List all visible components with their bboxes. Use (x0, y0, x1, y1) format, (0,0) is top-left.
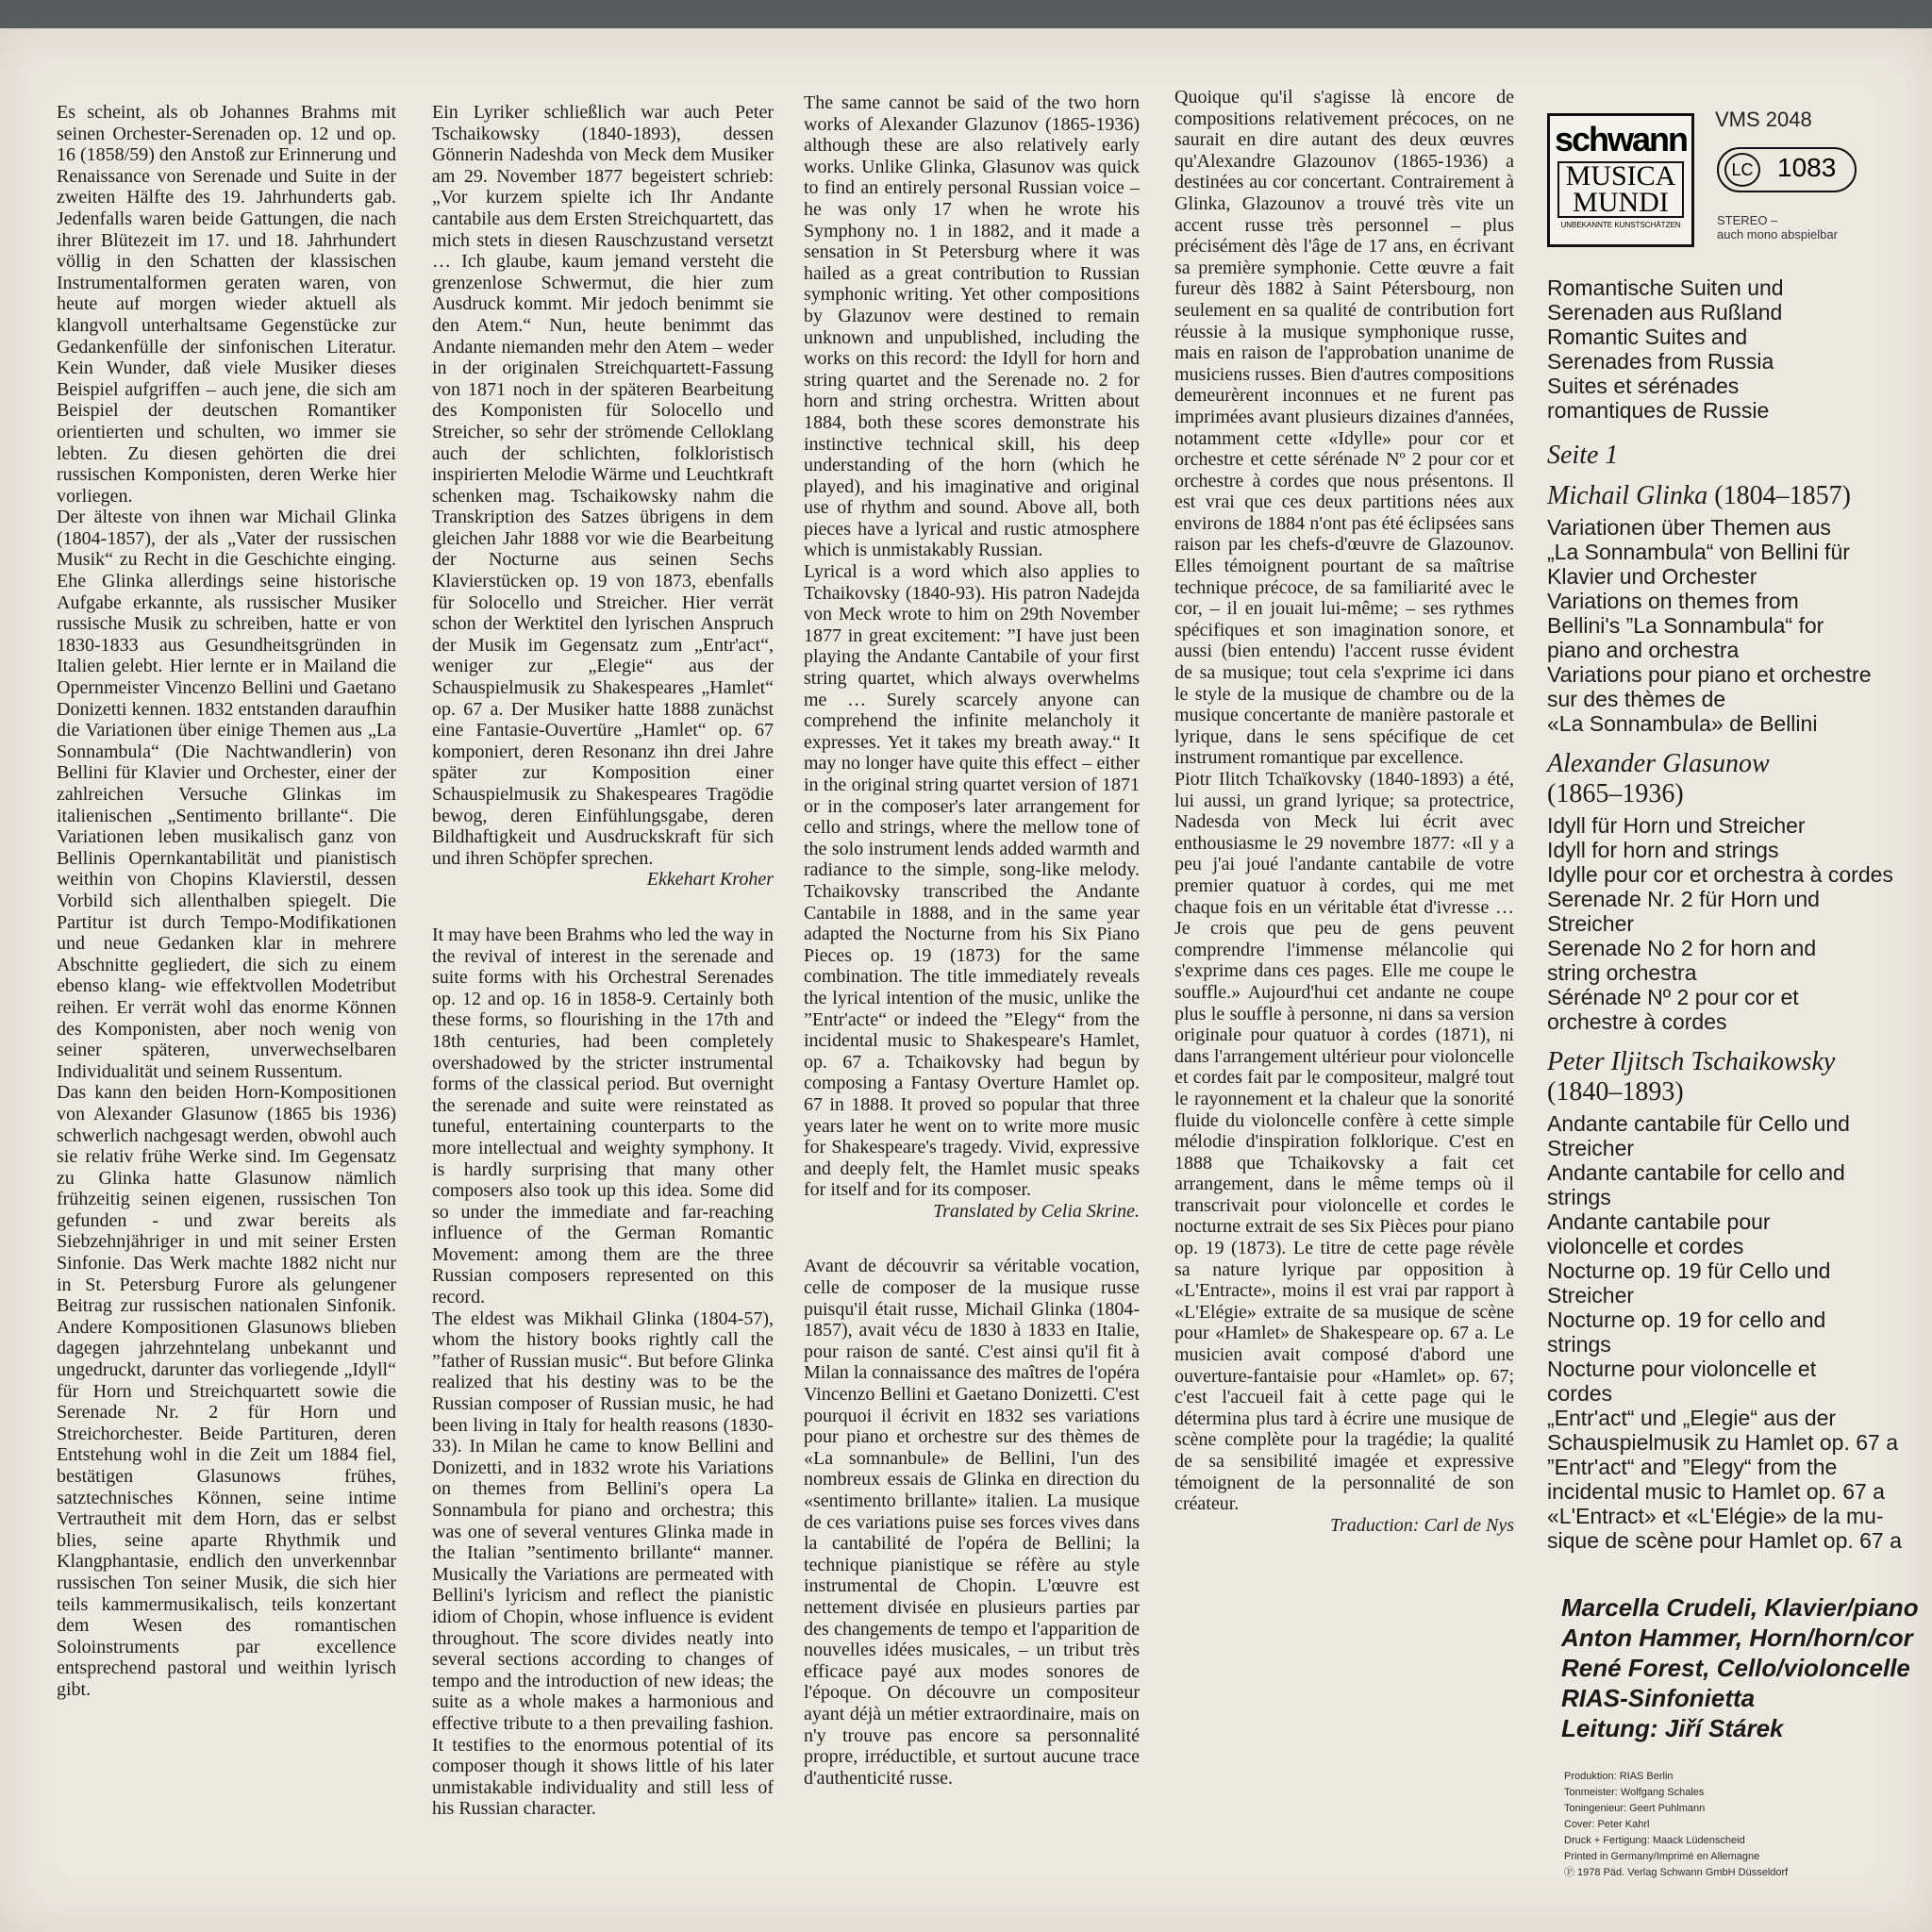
work-title-line: incidental music to Hamlet op. 67 a (1547, 1479, 1885, 1504)
work-title-line: Andante cantabile pour (1547, 1209, 1771, 1234)
work-title-line: „Entr'act“ und „Elegie“ aus der (1547, 1406, 1837, 1430)
performer-line: Leitung: Jiří Stárek (1561, 1714, 1784, 1742)
credit-line: Cover: Peter Kahrl (1564, 1819, 1650, 1830)
credit-line: Toningenieur: Geert Puhlmann (1564, 1803, 1706, 1814)
album-title-line: Romantic Suites and (1547, 325, 1748, 349)
work-title-line: Andante cantabile for cello and (1547, 1160, 1845, 1185)
label-code-number: 1083 (1777, 153, 1837, 182)
work-title-line: Variations pour piano et orchestre (1547, 662, 1872, 687)
notes-column-english-french (804, 92, 1140, 1789)
album-title-line: Serenaden aus Rußland (1547, 300, 1783, 325)
work-title-line: Idylle pour cor et orchestra à cordes (1547, 862, 1893, 887)
performer-line: René Forest, Cello/violoncelle (1561, 1654, 1910, 1682)
composer-name: Peter Iljitsch Tschaikowsky (1547, 1047, 1836, 1076)
lc-circle: LC (1724, 153, 1760, 187)
album-title-line: Romantische Suiten und (1547, 275, 1784, 300)
work-title-line: sur des thèmes de (1547, 687, 1726, 711)
work-title-line: „La Sonnambula“ von Bellini für (1547, 540, 1850, 564)
logo-brand: schwann (1554, 120, 1688, 158)
performers (1561, 1592, 1920, 1743)
production-credits (1564, 1769, 1885, 1881)
work-title-line: Idyll for horn and strings (1547, 838, 1779, 862)
work-title-line: Nocturne pour violoncelle et (1547, 1357, 1817, 1381)
composer-name: Michail Glinka (1547, 481, 1708, 510)
album-title-line: Serenades from Russia (1547, 349, 1774, 374)
works-glasunow (1547, 813, 1906, 1034)
stereo-line: auch mono abspielbar (1717, 227, 1838, 242)
paragraph: Quoique qu'il s'agisse là encore de compositions relativement précoces, on ne saurait en dire autant des deux œuvres qu'Alexandre Glazounov (1865-1936) a destinées au cor concertant. Contrairement à Glinka, Glazounov a trouvé très vite un accent russe très personnel – plus précisément dès l'âge de 17 ans, en écrivant sa première symphonie. Cette œuvre a fait fureur dès 1882 à Saint Pétersbourg, non seulement en sa qualité de contribution fort réussie à la musique symphonique russe, mais en raison de l'approbation unanime de musiciens russes. Bien d'autres compositions demeurèrent inconnues et ne furent pas imprimées avant plusieurs dizaines d'années, notamment cette «Idylle» pour cor et orchestre et cette sérénade Nº 2 pour cor et orchestre à cordes que nous présentons. Il est vrai que ces deux partitions nées aux environs de 1884 n'ont pas été éclipsées sans raison par les chefs-d'œuvre de Glazounov. Elles témoignent pourtant de sa maîtrise technique précoce, de sa familiarité avec le cor, – il en jouait lui-même; – ses rythmes spécifiques et son imagination sonore, et aussi (bien entendu) l'accent russe évident de sa musique; tout cela s'exprime ici dans le style de la musique de chambre ou de la musique concertante de manière pastorale et lyrique, dans le sens spécifique de cet instrument romantique par excellence. (1174, 87, 1514, 769)
logo-motto: UNBEKANNTE KUNSTSCHÄTZEN (1560, 221, 1681, 229)
work-title-line: Serenade No 2 for horn and (1547, 936, 1817, 960)
logo-series-line: MUSICA (1565, 160, 1676, 192)
composer-name: Alexander Glasunow (1547, 749, 1770, 778)
stereo-line: STEREO – (1717, 213, 1778, 227)
work-title-line: sique de scène pour Hamlet op. 67 a (1547, 1528, 1902, 1553)
paragraph: Piotr Ilitch Tchaïkovsky (1840-1893) a été, lui aussi, un grand lyrique; sa protectrice, Nadesda von Meck lui écrit avec enthousiasme le 29 novembre 1877: «Il y a peu j'ai joué l'andante cantabile de votre premier quatuor à cordes, qui me met chaque fois en un véritable état d'ivresse … Je crois que peu de gens peuvent comprendre l'immense mélancolie qui s'exprime dans ces pages. Elle me coupe le souffle.» Aujourd'hui cet andante ne coupe plus le souffle à personne, ni dans sa version originale pour quatuor à cordes (1871), ni dans l'arrangement ultérieur pour violoncelle et cordes fait par le compositeur, malgré tout le rayonnement et la chaleur que la sonorité fluide du violoncelle confère à cette simple mélodie d'inspiration folklorique. C'est en 1888 que Tchaikovsky a fait cet arrangement, dans le même temps où il transcrivait pour violoncelle et cordes le nocturne extrait de ses Six Pièces pour piano op. 19 (1873). Le titre de cette page révèle sa nature lyrique par opposition à «L'Entracte», moins il est vrai par rapport à «L'Elégie» extraite de sa musique de scène pour «Hamlet» de Shakespeare op. 67 a. Le musicien avait composé d'abord une ouverture-fantaisie pour «Hamlet» op. 67; c'est l'accueil fait à cette page qui le détermina plus tard à écrire une musique de scène complète pour la tragédie; la qualité de sa sensibilité imagée et expressive témoignent de la personnalité de son créateur. (1174, 769, 1514, 1515)
album-title (1547, 275, 1906, 423)
logo-series-line: MUNDI (1573, 187, 1669, 218)
author-signature: Ekkehart Kroher (646, 869, 774, 891)
work-title-line: string orchestra (1547, 960, 1697, 985)
paragraph: Es scheint, als ob Johannes Brahms mit seinen Orchester-Serenaden op. 12 und op. 16 (1858/59) den Anstoß zur Erinnerung und Renaissance von Serenade und Suite in der zweiten Hälfte des 19. Jahrhunderts gab. Jedenfalls waren beide Gattungen, die nach ihrer Blütezeit im 17. und 18. Jahrhundert völlig in den Schatten der klassischen Instrumentalformen geraten waren, von heute auf morgen wieder aktuell als klangvoll unterhaltsame Gegenstücke zur Gedankenfülle der sinfonischen Literatur. Kein Wunder, daß viele Musiker dieses Beispiel aufgriffen – auch jene, die sich am Beispiel der deutschen Romantiker orientierten und schulten, wo immer sie lebten. Zu diesen gehörten die drei russischen Komponisten, deren Werke hier vorliegen. (57, 102, 396, 507)
credit-line: Ⓟ 1978 Päd. Verlag Schwann GmbH Düsseldorf (1564, 1867, 1789, 1878)
work-title-line: Idyll für Horn und Streicher (1547, 813, 1806, 838)
paragraph: The same cannot be said of the two horn works of Alexander Glazunov (1865-1936) although these are also relatively early works. Unlike Glinka, Glasunov was quick to find an entirely personal Russian voice – he was only 17 when he wrote his Symphony no. 1 in 1882, and it made a sensation in St Petersburg where it was hailed as a great contribution to Russian symphonic writing. Yet other compositions by Glazunov were destined to remain unknown and unpublished, including the works on this record: the Idyll for horn and string quartet and the Serenade no. 2 for horn and string orchestra. Written about 1884, both these scores demonstrate his instinctive technical skill, his deep understanding of the horn (which he played), and his imaginative and original use of rhythm and sound. Above all, both pieces have a lyrical and rustic atmosphere which is unmistakably Russian. (804, 92, 1140, 561)
works-tschaikowsky (1547, 1111, 1906, 1553)
record-sleeve-back (0, 28, 1932, 1932)
work-title-line: Variationen über Themen aus (1547, 515, 1831, 540)
composer-dates: (1840–1893) (1547, 1077, 1684, 1107)
work-title-line: Streicher (1547, 911, 1635, 936)
work-title-line: violoncelle et cordes (1547, 1234, 1744, 1258)
works-glinka (1547, 515, 1906, 736)
paragraph: Ein Lyriker schließlich war auch Peter Tschaikowsky (1840-1893), dessen Gönnerin Nadeshda von Meck dem Musiker am 29. November 1877 begeistert schrieb: „Vor kurzem spielte ich Ihr Andante cantabile aus dem Ersten Streichquartett, das mich stets in diesen Rauschzustand versetzt … Ich glaube, kaum jemand versteht die grenzenlose Schwermut, die hier zum Ausdruck kommt. Mir jedoch benimmt sie den Atem.“ Nun, heute benimmt das Andante niemanden mehr den Atem – weder in der originalen Streichquartett-Fassung von 1871 noch in der späteren Bearbeitung des Komponisten für Solocello und Streicher, so sehr der strömende Celloklang auch der schlichten, folkloristisch inspirierten Melodie Wärme und Leuchtkraft schenken mag. Tschaikowsky nahm die Transkription des Satzes übrigens in dem gleichen Jahr 1888 vor wie die Bearbeitung der Nocturne aus seinen Sechs Klavierstücken op. 19 von 1873, ebenfalls für Solocello und Streicher. Hier verrät schon der Werktitel den lyrischen Anspruch der Musik im Gegensatz zum „Entr'act“, weniger zur „Elegie“ aus der Schauspielmusik zu Shakespeares „Hamlet“ op. 67 a. Der Musiker hatte 1888 zunächst eine Fantasie-Ouvertüre „Hamlet“ op. 67 komponiert, deren Resonanz ihn drei Jahre später zur Komposition einer Schauspielmusik zu Shakespeares Tragödie bewog, deren Einfühlungsgabe, deren Bildhaftigkeit und Ausdruckskraft für sich und ihren Schöpfer sprechen. (432, 102, 774, 869)
side-label: Seite 1 (1547, 441, 1619, 470)
translator-signature: Translated by Celia Skrine. (933, 1200, 1140, 1222)
label-code-badge (1717, 147, 1857, 192)
work-title-line: Streicher (1547, 1283, 1635, 1307)
notes-column-german-english (432, 102, 774, 1820)
work-title-line: Variations on themes from (1547, 589, 1799, 613)
notes-column-french (1174, 87, 1514, 1536)
work-title-line: «La Sonnambula» de Bellini (1547, 711, 1818, 736)
logo-series (1557, 161, 1684, 218)
work-title-line: orchestre à cordes (1547, 1009, 1727, 1034)
credit-line: Produktion: RIAS Berlin (1564, 1771, 1674, 1782)
work-title-line: piano and orchestra (1547, 638, 1740, 662)
work-title-line: Streicher (1547, 1136, 1635, 1160)
work-title-line: strings (1547, 1332, 1611, 1357)
composer-dates: (1865–1936) (1547, 779, 1684, 808)
performer-line: Anton Hammer, Horn/horn/cor (1561, 1624, 1913, 1652)
album-title-line: romantiques de Russie (1547, 398, 1770, 423)
paragraph: The eldest was Mikhail Glinka (1804-57), whom the history books rightly call the ”father of Russian music“. But before Glinka realized that his destiny was to be the Russian composer of Russian music, he had been living in Italy for health reasons (1830-33). In Milan he came to know Bellini and Donizetti, and in 1832 wrote his Variations on themes from Bellini's opera La Sonnambula for piano and orchestra; this was one of several ventures Glinka made in the Italian ”sentimento brillante“ manner. Musically the Variations are permeated with Bellini's lyricism and reflect the pianistic idiom of Chopin, whose influence is evident throughout. The score divides neatly into several sections according to changes of tempo and the introduction of new ideas; the suite as a whole makes a harmonious and effective tribute to a then prevailing fashion. It testifies to the enormous potential of its composer though it shows little of his later unmistakable individuality and still less of his Russian character. (432, 1307, 774, 1820)
work-title-line: Schauspielmusik zu Hamlet op. 67 a (1547, 1430, 1899, 1455)
performer-line: Marcella Crudeli, Klavier/piano (1561, 1593, 1919, 1622)
catalog-number: VMS 2048 (1715, 108, 1812, 131)
work-title-line: cordes (1547, 1381, 1613, 1406)
work-title-line: Sérénade Nº 2 pour cor et (1547, 985, 1799, 1009)
paragraph: Lyrical is a word which also applies to Tchaikovsky (1840-93). His patron Nadejda von Meck wrote to him on 29th November 1877 in great excitement: ”I have just been playing the Andante Cantabile of your first string quartet, which always overwhelms me … Surely scarcely anyone can comprehend the infinite melancholy it expresses. Yet it takes my breath away.“ It may no longer have quite this effect – either in the original string quartet version of 1871 or in the composer's later arrangement for cello and strings, where the mellow tone of the solo instrument lends added warmth and radiance to the simple, song-like melody. Tchaikovsky transcribed the Andante Cantabile in 1888, and in the same year adapted the Nocturne from his Six Piano Pieces op. 19 (1873) for the same combination. The title immediately reveals the lyrical intention of the music, unlike the ”Entr'acte“ or indeed the ”Elegy“ from the incidental music to Shakespeare's Hamlet, op. 67 a. Tchaikovsky had begun by composing a Fantasy Overture Hamlet op. 67 in 1888. It proved so popular that three years later he went on to write more music for Shakespeare's tragedy. Vivid, expressive and deeply felt, the Hamlet music speaks for itself and for its composer. (804, 561, 1140, 1201)
paragraph: Der älteste von ihnen war Michail Glinka (1804-1857), der als „Vater der russischen Musik“ zu Recht in die Geschichte einging. Ehe Glinka allerdings seine historische Aufgabe erkannte, als russischer Musiker russische Musik zu schreiben, hatte er von 1830-1833 aus Gesundheitsgründen in Italien gelebt. Hier lernte er in Mailand die Opernmeister Vincenzo Bellini und Gaetano Donizetti kennen. 1832 entstanden daraufhin die Variationen über einige Themen aus „La Sonnambula“ (Die Nachtwandlerin) von Bellini für Klavier und Orchester, einer der zahlreichen Versuche Glinkas im italienischen „Sentimento brillante“. Die Variationen leben musikalisch ganz von Bellinis Opernkantabilität und pianistisch weithin von Chopins Klavierstil, dessen Vorbild sich allenthalben spiegelt. Die Partitur ist durch Tempo-Modifikationen und neue Gedanken klar in mehrere Abschnitte gegliedert, die sich zu einem ebenso klang- wie effektvollen Modetribut reihen. Er verrät wohl das enorme Können des Komponisten, aber noch wenig von seiner späteren, unverwechselbaren Individualität und seinem Russentum. (57, 507, 396, 1082)
work-title-line: strings (1547, 1185, 1611, 1209)
work-title-line: Bellini's ”La Sonnambula“ for (1547, 613, 1824, 638)
paragraph: It may have been Brahms who led the way in the revival of interest in the serenade and suite forms with his Orchestral Serenades op. 12 and op. 16 in 1858-9. Certainly both these forms, so flourishing in the 17th and 18th centuries, had been completely overshadowed by the stricter instrumental forms of the classical period. But overnight the serenade and suite were reinstated as tuneful, entertaining counterparts to the more intellectual and weighty symphony. It is hardly surprising that many other composers also took up this idea. Some did so under the immediate and far-reaching influence of the German Romantic Movement: among them are the three Russian composers represented on this record. (432, 924, 774, 1308)
composer-dates: (1804–1857) (1714, 481, 1851, 510)
notes-column-german (57, 102, 396, 1701)
work-title-line: Andante cantabile für Cello und (1547, 1111, 1850, 1136)
album-title-line: Suites et sérénades (1547, 374, 1740, 398)
schwann-musica-mundi-logo (1547, 113, 1694, 247)
credit-line: Druck + Fertigung: Maack Lüdenscheid (1564, 1835, 1745, 1846)
performer-line: RIAS-Sinfonietta (1561, 1684, 1756, 1712)
work-title-line: Nocturne op. 19 for cello and (1547, 1307, 1826, 1332)
work-title-line: ”Entr'act“ and ”Elegy“ from the (1547, 1455, 1838, 1479)
translator-signature: Traduction: Carl de Nys (1329, 1514, 1514, 1536)
track-listing (1547, 275, 1906, 1553)
credit-line: Tonmeister: Wolfgang Schales (1564, 1787, 1705, 1798)
credit-line: Printed in Germany/Imprimé en Allemagne (1564, 1851, 1760, 1862)
paragraph: Avant de découvrir sa véritable vocation, celle de composer de la musique russe puisqu'il était russe, Michail Glinka (1804-1857), avait vécu de 1830 à 1833 en Italie, pour raison de santé. C'est ainsi qu'il fit à Milan la connaissance des maîtres de l'opéra Vincenzo Bellini et Gaetano Donizetti. C'est pourquoi il écrivit en 1832 ses variations pour piano et orchestre sur des thèmes de «La somnanbule» de Bellini, l'un des nombreux essais de Glinka en direction du «sentimento brillante» italien. La musique de ces variations puise ses forces vives dans la cantabilité de l'opéra de Bellini; la technique pianistique se réfère au style instrumental de Chopin. L'œuvre est nettement divisée en plusieurs parties par des changements de tempo et l'apparition de nouvelles idées musicales, – un tribut très efficace payé aux modes sonores de l'époque. On découvre un compositeur ayant déjà un métier extraordinaire, mais on n'y trouve pas encore sa personnalité propre, irréductible, et surtout aucune trace d'authenticité russe. (804, 1256, 1140, 1789)
composer-glasunow (1547, 749, 1906, 809)
composer-glinka (1547, 481, 1906, 511)
work-title-line: Klavier und Orchester (1547, 564, 1757, 589)
composer-tschaikowsky (1547, 1047, 1906, 1108)
work-title-line: Serenade Nr. 2 für Horn und (1547, 887, 1820, 911)
paragraph: Das kann den beiden Horn-Kompositionen von Alexander Glasunow (1865 bis 1936) schwerlich nachgesagt werden, obwohl auch sie relativ frühe Werke sind. Im Gegensatz zu Glinka hatte Glasunow nämlich frühzeitig seinen eigenen, russischen Ton gefunden - und zwar bereits als Siebzehnjähriger in und mit seiner Ersten Sinfonie. Das Werk machte 1882 nicht nur in St. Petersburg Furore als gelungener Beitrag zur russischen nationalen Sinfonik. Andere Kompositionen Glasunows blieben dagegen jahrzehntelang unbekannt und ungedruckt, darunter das vorliegende „Idyll“ für Horn und Streichquartett sowie die Serenade Nr. 2 für Horn und Streichorchester. Beide Partituren, deren Entstehung wohl in die Zeit um 1884 fiel, bestätigen Glasunows frühes, satztechnisches Können, seine intime Vertrautheit mit dem Horn, das er selbst blies, seine aparte Rhythmik und Klangphantasie, endlich den unverkennbar russischen Ton seiner Musik, die sich hier teils kammermusikalisch, teils konzertant dem Wesen des romantischen Soloinstruments par excellence entsprechend pastoral und weithin lyrisch gibt. (57, 1082, 396, 1700)
work-title-line: Nocturne op. 19 für Cello und (1547, 1258, 1831, 1283)
stereo-note (1717, 213, 1838, 242)
work-title-line: «L'Entract» et «L'Elégie» de la mu- (1547, 1504, 1884, 1528)
